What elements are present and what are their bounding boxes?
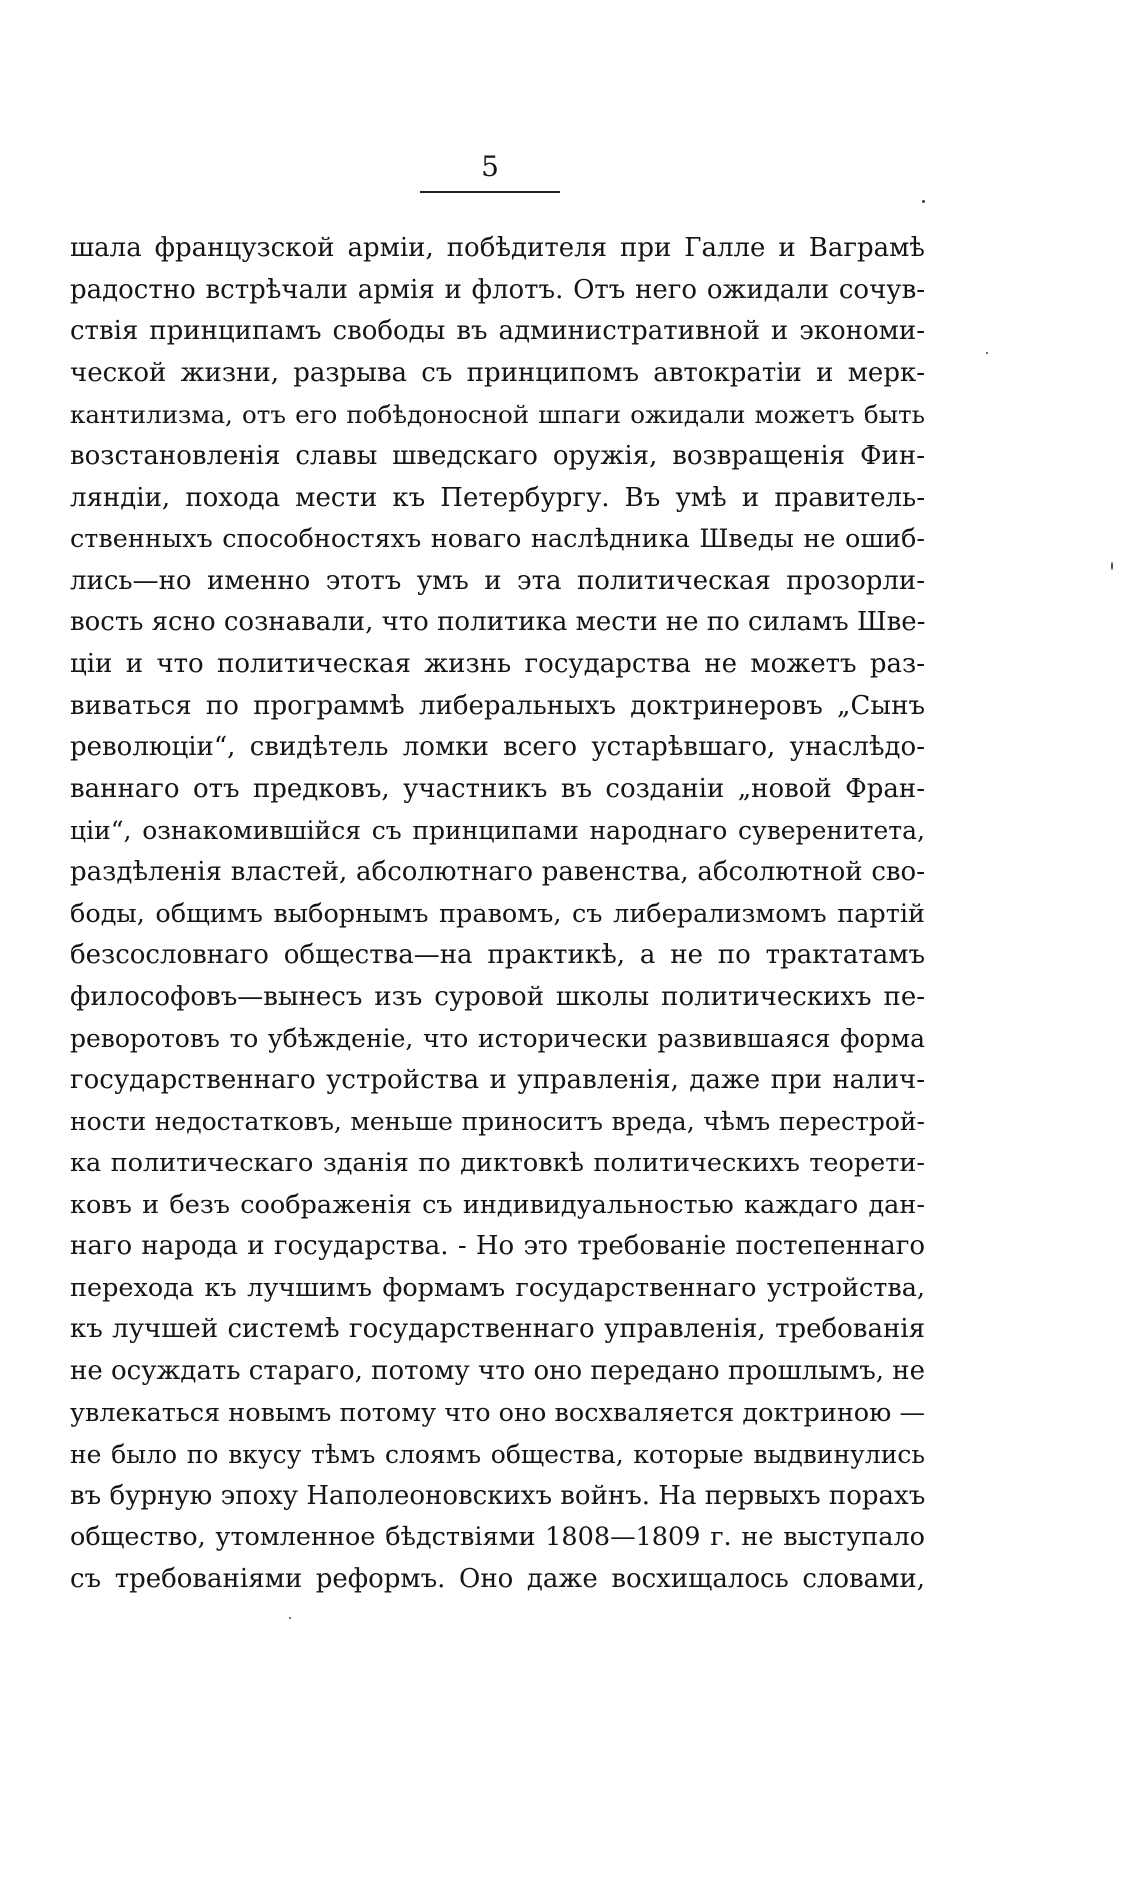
text-line: ковъ и безъ соображенія съ индивидуальностью каждаго дан- [70,1189,925,1220]
body-text [70,228,925,1601]
text-line: государственнаго устройства и управленія, даже при налич- [70,1064,925,1095]
text-line: боды, общимъ выборнымъ правомъ, съ либерализмомъ партій [70,898,925,929]
text-line: наго народа и государства. - Но это требованіе постепеннаго [70,1231,925,1262]
text-line: перехода къ лучшимъ формамъ государственнаго устройства, [70,1272,925,1303]
text-line: шала французской арміи, побѣдителя при Галле и Ваграмѣ [70,233,925,263]
scan-speck [922,200,925,203]
text-line: вость ясно сознавали, что политика мести не по силамъ Шве- [70,607,926,638]
text-line: ствія принципамъ свободы въ административной и экономи- [70,316,925,347]
text-line: ціи“, ознакомившійся съ принципами народнаго суверенитета, [70,816,925,846]
text-line: ціи и что политическая жизнь государства не можетъ раз- [70,648,925,679]
text-line: не осуждать стараго, потому что оно передано прошлымъ, не [70,1356,925,1387]
text-line: ственныхъ способностяхъ новаго наслѣдника Шведы не ошиб- [70,524,925,555]
text-line: увлекаться новымъ потому что оно восхваляется доктриною — [70,1397,925,1428]
text-line: къ лучшей системѣ государственнаго управленія, требованія [70,1314,925,1345]
text-line: виваться по программѣ либеральныхъ доктринеровъ „Сынъ [70,690,925,721]
text-line: кантилизма, отъ его побѣдоносной шпаги ожидали можетъ быть [70,400,925,430]
text-line: радостно встрѣчали армія и флотъ. Отъ него ожидали сочув- [70,274,925,305]
text-line: съ требованіями реформъ. Оно даже восхищалось словами, [70,1564,925,1594]
text-line: революціи“, свидѣтель ломки всего устарѣвшаго, унаслѣдо- [70,732,925,763]
text-line: философовъ—вынесъ изъ суровой школы политическихъ пе- [70,981,925,1012]
text-line: ляндіи, похода мести къ Петербургу. Въ умѣ и правитель- [70,482,925,513]
text-line: раздѣленія властей, абсолютнаго равенства, абсолютной сво- [70,856,925,887]
text-line: безсословнаго общества—на практикѣ, а не по трактатамъ [70,940,925,971]
page-number: 5 [481,150,499,183]
scan-speck [986,352,988,354]
scan-speck [289,1617,291,1619]
text-line: общество, утомленное бѣдствіями 1808—1809 г. не выступало [70,1522,925,1553]
text-line: ваннаго отъ предковъ, участникъ въ созданіи „новой Фран- [70,773,925,804]
text-line: не было по вкусу тѣмъ слоямъ общества, которые выдвинулись [70,1440,925,1470]
text-line: возстановленія славы шведскаго оружія, возвращенія Фин- [70,440,925,471]
header-rule [420,191,560,193]
text-line: въ бурную эпоху Наполеоновскихъ войнъ. На первыхъ порахъ [70,1480,926,1511]
text-line: ка политическаго зданія по диктовкѣ политическихъ теорети- [70,1148,925,1179]
scan-speck [1111,562,1113,570]
text-line: лись—но именно этотъ умъ и эта политическая прозорли- [70,565,925,596]
text-line: реворотовъ то убѣжденіе, что исторически развившаяся форма [70,1024,925,1054]
text-line: ности недостатковъ, меньше приноситъ вреда, чѣмъ перестрой- [70,1107,925,1137]
text-line: ческой жизни, разрыва съ принципомъ автократіи и мерк- [70,357,925,388]
